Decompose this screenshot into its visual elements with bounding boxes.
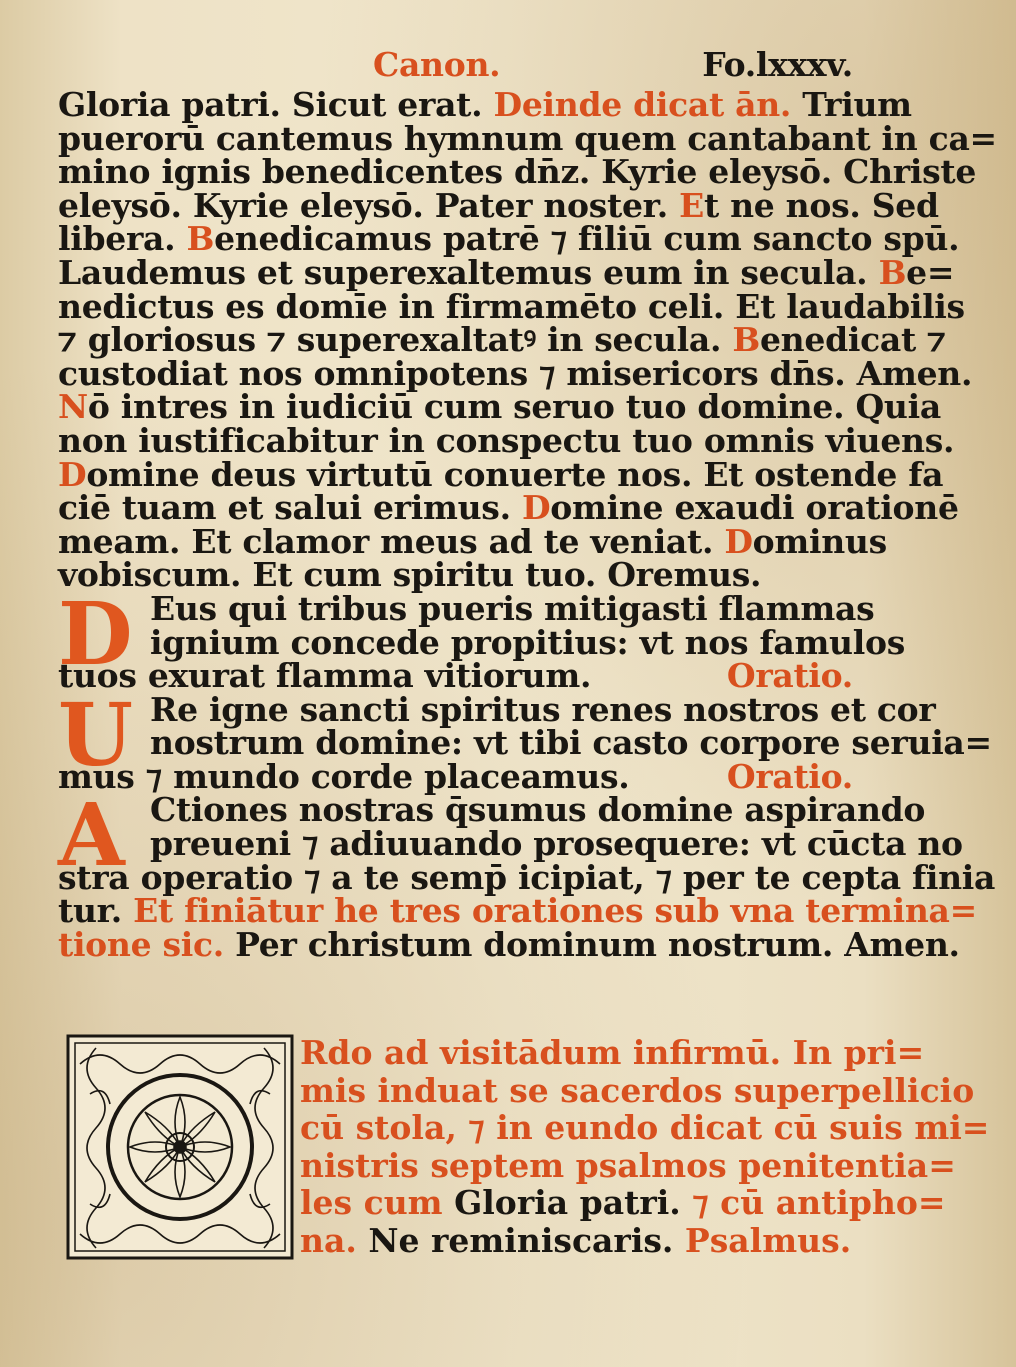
rubric-text: ⁊ cū antipho= bbox=[680, 1183, 946, 1222]
rubric-text: In pri= bbox=[792, 1033, 925, 1072]
prayer-line bbox=[58, 656, 853, 696]
body-text: Gloria patri. Sicut erat. bbox=[58, 85, 494, 124]
rubric-text: B bbox=[732, 320, 760, 360]
rubric-text: B bbox=[186, 219, 215, 259]
body-text: nedictus es domīe in firmamēto celi. Et laudabilis bbox=[58, 286, 965, 326]
rubric-text: tione sic. bbox=[58, 924, 236, 964]
body-text: ⁊ gloriosus ⁊ superexaltatꝰ in secula. bbox=[58, 320, 733, 360]
prayer-deus bbox=[58, 583, 905, 696]
text-line bbox=[300, 1145, 956, 1185]
rubric-text: Et finiātur he tres orationes sub vna termina= bbox=[133, 891, 977, 931]
text-line bbox=[58, 219, 960, 259]
text-line bbox=[300, 1108, 990, 1147]
rubric-text: D bbox=[521, 488, 551, 528]
body-text: omine deus virtutū conuerte nos. Et ostende fa bbox=[86, 454, 944, 494]
body-text: meam. Et clamor meus ad te veniat. bbox=[58, 521, 725, 561]
body-text: t ne nos. Sed bbox=[703, 185, 939, 225]
body-text: Ne reminiscaris. bbox=[368, 1220, 674, 1260]
text-line bbox=[58, 152, 977, 192]
running-head: Canon. bbox=[373, 45, 501, 84]
text-line bbox=[58, 857, 996, 897]
prayer-line: nostrum domine: vt tibi casto corpore seruia= bbox=[150, 723, 992, 763]
text-line bbox=[300, 1183, 946, 1222]
prayer-line bbox=[58, 756, 853, 796]
body-text: enedicat ⁊ bbox=[759, 320, 946, 360]
text-line bbox=[58, 353, 973, 393]
prayer-ure bbox=[58, 684, 992, 796]
text-line bbox=[58, 387, 941, 427]
text-line bbox=[58, 252, 955, 292]
body-text: vobiscum. Et cum spiritu tuo. Oremus. bbox=[58, 555, 762, 595]
body-text: Trium bbox=[791, 85, 912, 124]
rubric-text: les cum bbox=[300, 1183, 455, 1222]
prayer-last-line: mus ⁊ mundo corde placeamus. bbox=[58, 756, 630, 796]
body-text: ō intres in iudiciū cum seruo tuo domine. Quia bbox=[87, 387, 941, 427]
text-line bbox=[58, 118, 997, 158]
rubric-text: N bbox=[58, 387, 88, 427]
body-text: tur. bbox=[58, 891, 134, 931]
prayer-actiones bbox=[58, 785, 996, 964]
drop-capital-d: D bbox=[58, 583, 133, 685]
body-text: omine exaudi orationē bbox=[550, 488, 959, 528]
rubric-oratio: Oratio. bbox=[726, 656, 853, 696]
prayer-line: Eus qui tribus pueris mitigasti flammas bbox=[150, 588, 875, 628]
rubric-text: Deinde dicat ān. bbox=[493, 85, 792, 124]
rubric-text: D bbox=[724, 521, 753, 561]
text-line bbox=[58, 420, 955, 460]
rubric-text: cū stola, ⁊ in eundo dicat cū suis mi= bbox=[300, 1108, 990, 1147]
rubric-text: Psalmus. bbox=[673, 1220, 852, 1260]
text-lines bbox=[58, 85, 997, 595]
rubric-oratio: Oratio. bbox=[726, 756, 853, 796]
body-text: Per christum dominum nostrum. Amen. bbox=[235, 924, 960, 964]
text-line bbox=[58, 286, 965, 326]
text-line bbox=[300, 1222, 855, 1260]
text-line bbox=[58, 924, 960, 964]
body-text: ciē tuam et salui erimus. bbox=[58, 488, 522, 528]
body-text: eleysō. Kyrie eleysō. Pater noster. bbox=[58, 185, 680, 225]
rubric-text: Rdo ad visitādum infirmū. bbox=[300, 1033, 793, 1072]
body-text: e= bbox=[906, 252, 955, 292]
text-line bbox=[58, 521, 887, 561]
page-header bbox=[58, 45, 853, 88]
body-text: ominus bbox=[752, 521, 887, 561]
text-line bbox=[58, 85, 912, 124]
body-text: enedicamus patrē ⁊ filiū cum sancto spū. bbox=[214, 219, 960, 259]
rubric-text: E bbox=[679, 185, 704, 225]
prayer-line: Re igne sancti spiritus renes nostros et cor bbox=[150, 689, 936, 729]
body-text: Gloria patri. bbox=[454, 1183, 681, 1222]
text-line bbox=[58, 488, 959, 528]
body-text: non iustificabitur in conspectu tuo omnis viuens. bbox=[58, 420, 955, 460]
woodcut-side-text bbox=[300, 1033, 990, 1260]
folio-number: Fo.lxxxv. bbox=[702, 45, 853, 84]
prayer-last-line: tuos exurat flamma vitiorum. bbox=[58, 656, 592, 696]
body-text: mino ignis benedicentes dn̄z. Kyrie eleysō. Christe bbox=[58, 152, 977, 192]
rubric-text: mis induat se sacerdos superpellicio bbox=[300, 1070, 975, 1110]
prayer-line: preueni ⁊ adiuuando prosequere: vt cūcta no bbox=[150, 824, 963, 864]
body-text: custodiat nos omnipotens ⁊ misericors dn̄s. Amen. bbox=[58, 353, 973, 393]
ornamental-initial-O-icon bbox=[66, 1034, 294, 1260]
drop-capital-a: A bbox=[58, 785, 125, 887]
rubric-text: D bbox=[58, 454, 87, 494]
prayer-line: Ctiones nostras q̄sumus domine aspirando bbox=[150, 790, 926, 830]
rubric-text: nistris septem psalmos penitentia= bbox=[300, 1145, 956, 1185]
text-line bbox=[58, 320, 946, 360]
body-text: puerorū cantemus hymnum quem cantabant in ca= bbox=[58, 118, 997, 158]
prayer-line: ignium concede propitius: vt nos famulos bbox=[150, 622, 905, 662]
main-text-block bbox=[58, 45, 997, 964]
text-line bbox=[300, 1070, 975, 1110]
prayer-tail bbox=[58, 857, 996, 964]
text-line bbox=[58, 891, 977, 931]
text-line bbox=[58, 454, 944, 494]
text-line bbox=[300, 1033, 925, 1072]
text-line bbox=[58, 185, 939, 225]
body-text: stra operatio ⁊ a te semp̄ icipiat, ⁊ per te cepta finia bbox=[58, 857, 996, 897]
body-text: libera. bbox=[58, 219, 187, 259]
rubric-text: na. bbox=[300, 1220, 369, 1260]
rubric-text: B bbox=[878, 252, 907, 292]
body-text: Laudemus et superexaltemus eum in secula. bbox=[58, 252, 879, 292]
text-line bbox=[58, 555, 853, 595]
drop-capital-u: U bbox=[58, 684, 133, 786]
